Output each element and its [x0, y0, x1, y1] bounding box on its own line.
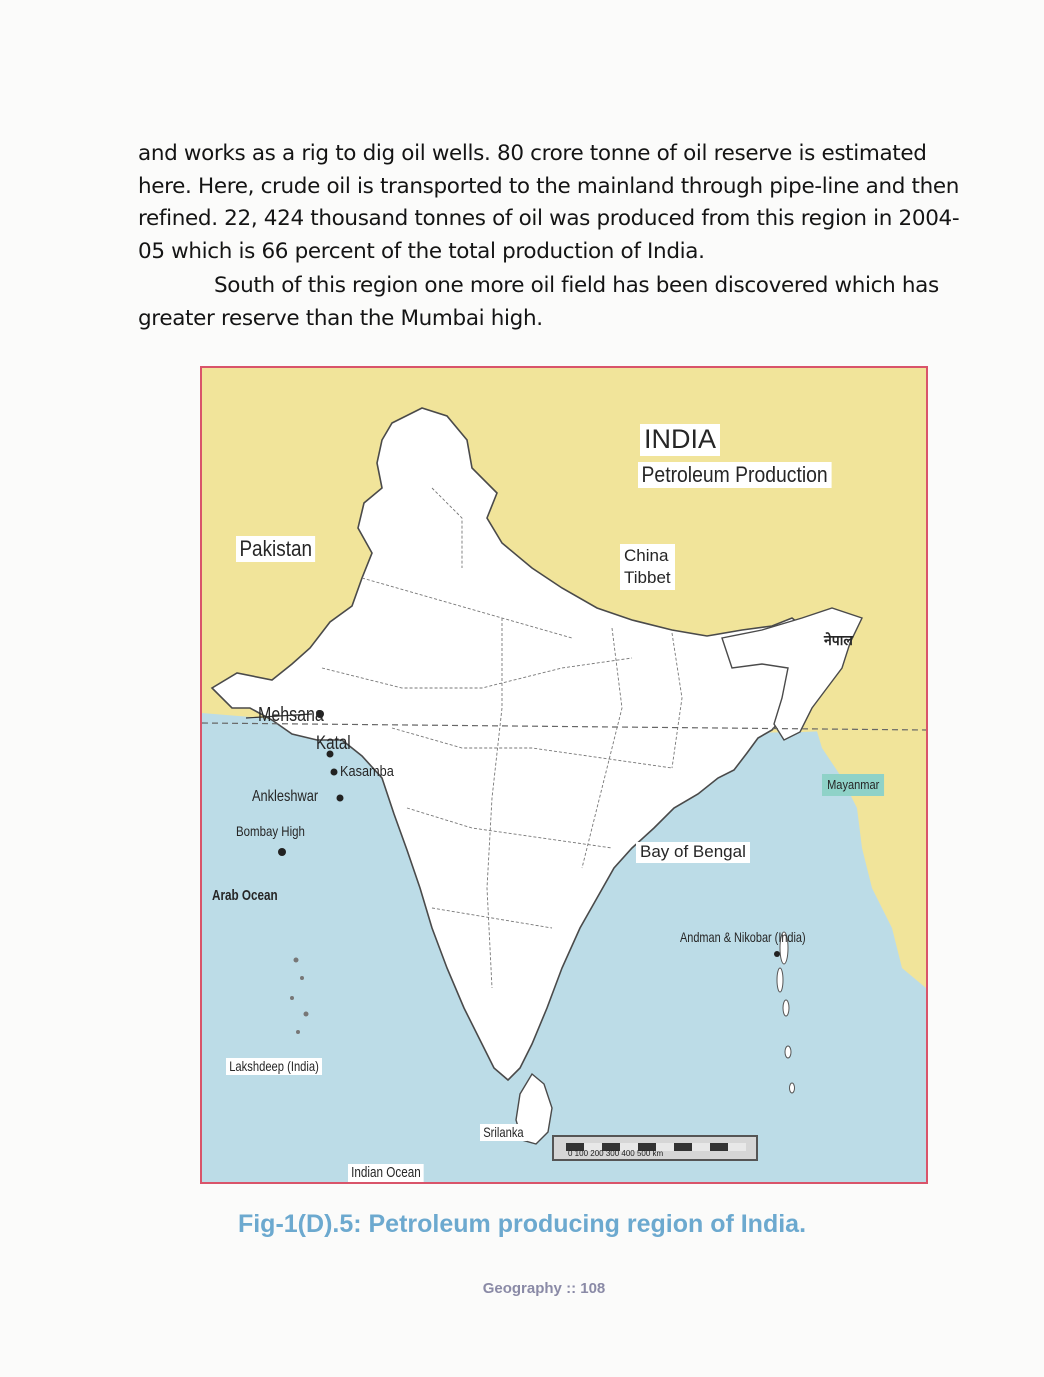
- label-lakshdeep: Lakshdeep (India): [226, 1058, 322, 1075]
- map-subtitle: Petroleum Production: [638, 462, 831, 488]
- label-nepal: नेपाल: [824, 633, 853, 649]
- india-petroleum-map: [200, 366, 928, 1184]
- marker-ankleshwar: [337, 795, 344, 802]
- label-china-tibbet: [620, 544, 675, 590]
- label-china: China: [624, 546, 669, 565]
- paragraph-1: and works as a rig to dig oil wells. 80 crore tonne of oil reserve is estimated here. Here, crude oil is transported to the mainland through pipe-line and then refined. 22, 424 thousand tonnes of oil was produced from this region in 2004-05 which is 66 percent of the total production of India.: [138, 141, 960, 264]
- body-text: [138, 138, 968, 335]
- page-footer: Geography :: 108: [482, 1280, 606, 1297]
- lakshadweep-islands: [290, 958, 309, 1035]
- map-scale-bar: [552, 1135, 758, 1161]
- label-bay-of-bengal: Bay of Bengal: [636, 842, 750, 863]
- label-tibbet: Tibbet: [624, 568, 671, 587]
- label-andaman: Andman & Nikobar (India): [680, 929, 806, 945]
- figure-caption: Fig-1(D).5: Petroleum producing region of India.: [237, 1210, 807, 1238]
- label-srilanka: Srilanka: [480, 1124, 527, 1141]
- label-kasamba: Kasamba: [340, 763, 394, 780]
- label-katal: Katal: [316, 733, 351, 754]
- paragraph-2: South of this region one more oil field has been discovered which has greater reserve than the Mumbai high.: [138, 273, 939, 331]
- label-ankleshwar: Ankleshwar: [252, 788, 319, 805]
- label-bombay-high: Bombay High: [236, 823, 305, 839]
- label-mayanmar: Mayanmar: [822, 774, 884, 796]
- label-pakistan: Pakistan: [236, 536, 315, 562]
- label-mehsana: Mehsana: [258, 704, 324, 726]
- marker-kasamba: [331, 769, 338, 776]
- andaman-islands: [777, 932, 795, 1093]
- label-arab-ocean: Arab Ocean: [212, 887, 278, 904]
- map-title: INDIA: [640, 424, 720, 456]
- scale-text: 0 100 200 300 400 500 km: [568, 1149, 664, 1158]
- label-indian-ocean: Indian Ocean: [348, 1164, 424, 1183]
- marker-andaman: [774, 951, 780, 957]
- marker-bombay-high: [278, 848, 286, 856]
